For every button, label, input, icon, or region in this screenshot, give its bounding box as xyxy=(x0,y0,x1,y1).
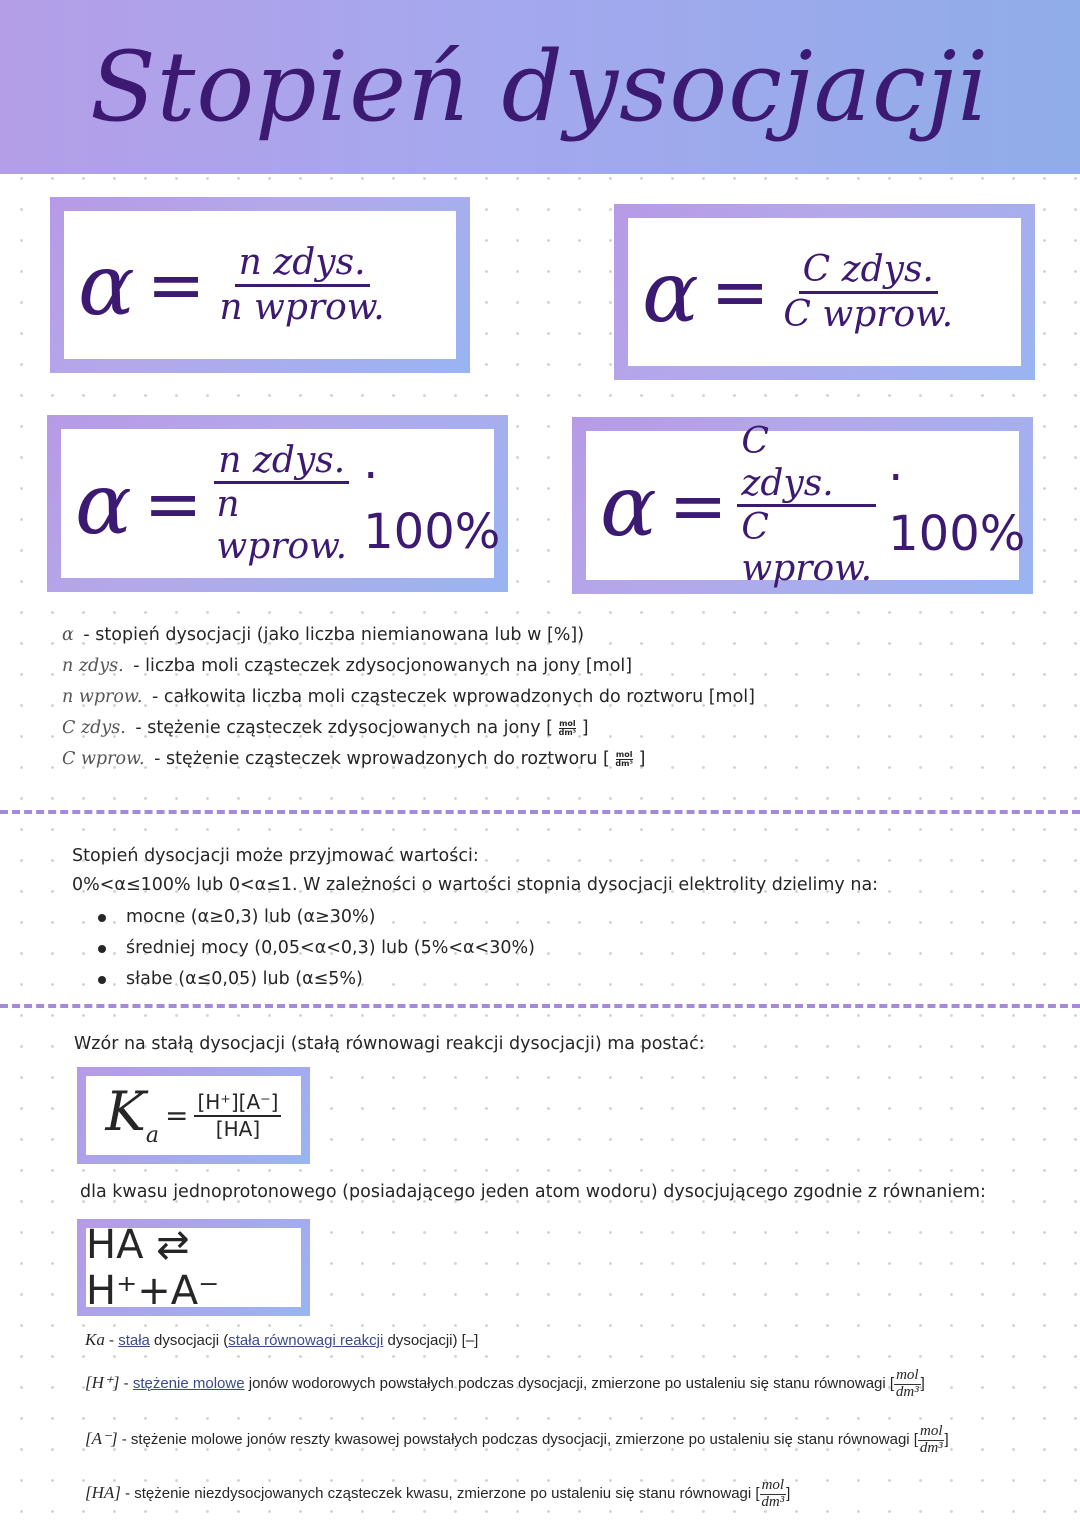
legend-symbol: n wprow. xyxy=(62,687,143,707)
def-text: dysocjacji) [–] xyxy=(383,1332,479,1349)
ka-numerator: [H⁺][A⁻] xyxy=(194,1090,281,1117)
legend-symbol: n zdys. xyxy=(62,656,124,676)
def-h xyxy=(85,1368,925,1401)
link-stala-rownowagi[interactable]: stała równowagi reakcji xyxy=(228,1332,384,1349)
percent-multiplier: · 100% xyxy=(888,449,1026,562)
reaction-equation: HA ⇄ H⁺+A⁻ xyxy=(86,1228,301,1307)
def-text: - stężenie niezdysocjowanych cząsteczek kwasu, zmierzone po ustaleniu się stanu równowagi [ xyxy=(120,1485,760,1503)
alpha-symbol: α xyxy=(600,456,657,555)
def-symbol: [H⁺] xyxy=(85,1373,120,1393)
def-text: - xyxy=(119,1375,133,1393)
ka-fraction xyxy=(194,1090,281,1142)
formula-content xyxy=(586,421,1026,590)
alpha-symbol: α xyxy=(78,236,135,334)
numerator: n zdys. xyxy=(235,242,370,286)
unit-fraction xyxy=(760,1478,787,1511)
equals-sign: = xyxy=(164,1099,189,1132)
formula-box-c xyxy=(614,204,1035,380)
unit-denominator: dm³ xyxy=(615,758,633,768)
def-text: dysocjacji ( xyxy=(149,1332,229,1349)
denominator: C wprow. xyxy=(741,507,873,590)
legend-text: - stężenie cząsteczek wprowadzonych do roztworu [ xyxy=(154,749,610,769)
ka-formula-box xyxy=(77,1067,310,1164)
legend-row xyxy=(62,744,755,775)
unit-denominator: dm³ xyxy=(761,1493,785,1510)
legend-text: - liczba moli cząsteczek zdysocjonowanych na jony [mol] xyxy=(133,656,633,676)
unit-numerator: mol xyxy=(919,1423,943,1439)
ka-symbol xyxy=(105,1079,159,1148)
alpha-values-section xyxy=(72,842,878,995)
denominator: n wprow. xyxy=(219,286,385,328)
def-text: - xyxy=(104,1332,119,1349)
ka-formula xyxy=(86,1076,301,1155)
formula-content xyxy=(61,429,501,578)
title-banner xyxy=(0,0,1080,174)
ka-subscript: a xyxy=(145,1122,159,1148)
legend-row xyxy=(62,713,755,744)
legend-text: - stężenie cząsteczek zdysocjowanych na jony [ xyxy=(135,718,554,738)
numerator: C zdys. xyxy=(799,249,938,293)
fraction xyxy=(779,249,957,335)
ka-intro: Wzór na stałą dysocjacji (stałą równowagi reakcji dysocjacji) ma postać: xyxy=(74,1034,705,1054)
legend-row xyxy=(62,620,755,651)
unit-fraction xyxy=(894,1368,921,1401)
def-ha xyxy=(85,1478,790,1511)
symbol-legend xyxy=(62,620,755,775)
bracket-close: ] xyxy=(581,718,589,738)
def-a xyxy=(85,1424,949,1457)
electrolyte-list xyxy=(72,902,878,995)
equals-sign: = xyxy=(710,251,770,333)
unit-fraction xyxy=(918,1424,945,1457)
def-symbol: Ka xyxy=(85,1330,105,1349)
bracket-close: ] xyxy=(920,1375,925,1393)
percent-multiplier: · 100% xyxy=(363,447,501,560)
unit-fraction xyxy=(559,720,577,737)
link-stala[interactable]: stała xyxy=(118,1332,150,1349)
legend-symbol: α xyxy=(62,625,74,645)
denominator: n wprow. xyxy=(216,484,348,567)
section-divider xyxy=(0,1004,1080,1008)
legend-symbol: C wprow. xyxy=(62,749,145,769)
legend-row xyxy=(62,651,755,682)
list-item: mocne (α≥0,3) lub (α≥30%) xyxy=(98,902,878,933)
reaction-box xyxy=(77,1219,310,1316)
formula-box-n-percent xyxy=(47,415,508,592)
formula-content xyxy=(64,211,456,359)
values-intro: Stopień dysocjacji może przyjmować wartości: xyxy=(72,846,479,866)
legend-row xyxy=(62,682,755,713)
legend-symbol: C zdys. xyxy=(62,718,126,738)
list-item: średniej mocy (0,05<α<0,3) lub (5%<α<30%) xyxy=(98,933,878,964)
def-ka xyxy=(85,1330,478,1350)
formula-box-c-percent xyxy=(572,417,1033,594)
fraction xyxy=(212,440,351,567)
fraction xyxy=(737,421,876,590)
list-item: słabe (α≤0,05) lub (α≤5%) xyxy=(98,964,878,995)
bracket-close: ] xyxy=(638,749,646,769)
def-symbol: [A⁻] xyxy=(85,1429,118,1449)
unit-denominator: dm³ xyxy=(558,727,577,737)
bracket-close: ] xyxy=(786,1485,791,1503)
link-stezenie-molowe[interactable]: stężenie molowe xyxy=(132,1375,245,1393)
numerator: C zdys. xyxy=(737,421,876,507)
def-text: jonów wodorowych powstałych podczas dysocjacji, zmierzone po ustaleniu się stanu równowagi [ xyxy=(244,1375,895,1393)
bracket-close: ] xyxy=(944,1431,949,1449)
page-title: Stopień dysocjacji xyxy=(90,31,990,143)
equals-sign: = xyxy=(668,464,728,547)
unit-numerator: mol xyxy=(761,1477,785,1493)
def-symbol: [HA] xyxy=(85,1483,121,1503)
alpha-symbol: α xyxy=(75,454,132,553)
ka-k: K xyxy=(105,1079,146,1143)
unit-denominator: dm³ xyxy=(919,1439,943,1456)
unit-numerator: mol xyxy=(896,1367,919,1383)
reaction-intro: dla kwasu jednoprotonowego (posiadającego jeden atom wodoru) dysocjującego zgodnie z równaniem: xyxy=(80,1182,986,1202)
formula-box-n xyxy=(50,197,470,373)
ka-denominator: [HA] xyxy=(215,1116,261,1141)
unit-denominator: dm³ xyxy=(895,1383,919,1400)
unit-numerator: mol xyxy=(615,749,633,759)
fraction xyxy=(215,242,388,328)
formula-content xyxy=(628,218,1021,366)
section-divider xyxy=(0,810,1080,814)
unit-numerator: mol xyxy=(559,718,576,728)
denominator: C wprow. xyxy=(783,293,954,335)
legend-text: - stopień dysocjacji (jako liczba niemianowana lub w [%]) xyxy=(83,625,585,645)
legend-text: - całkowita liczba moli cząsteczek wprowadzonych do roztworu [mol] xyxy=(151,687,756,707)
equals-sign: = xyxy=(143,462,203,545)
values-range: 0%<α≤100% lub 0<α≤1. W zależności o wartości stopnia dysocjacji elektrolity dzielimy na: xyxy=(72,875,879,895)
unit-fraction xyxy=(615,751,633,768)
equals-sign: = xyxy=(146,244,206,326)
numerator: n zdys. xyxy=(214,440,349,484)
def-text: - stężenie molowe jonów reszty kwasowej powstałych podczas dysocjacji, zmierzone po ustaleniu się stanu równowagi [ xyxy=(117,1431,918,1449)
alpha-symbol: α xyxy=(642,243,699,341)
